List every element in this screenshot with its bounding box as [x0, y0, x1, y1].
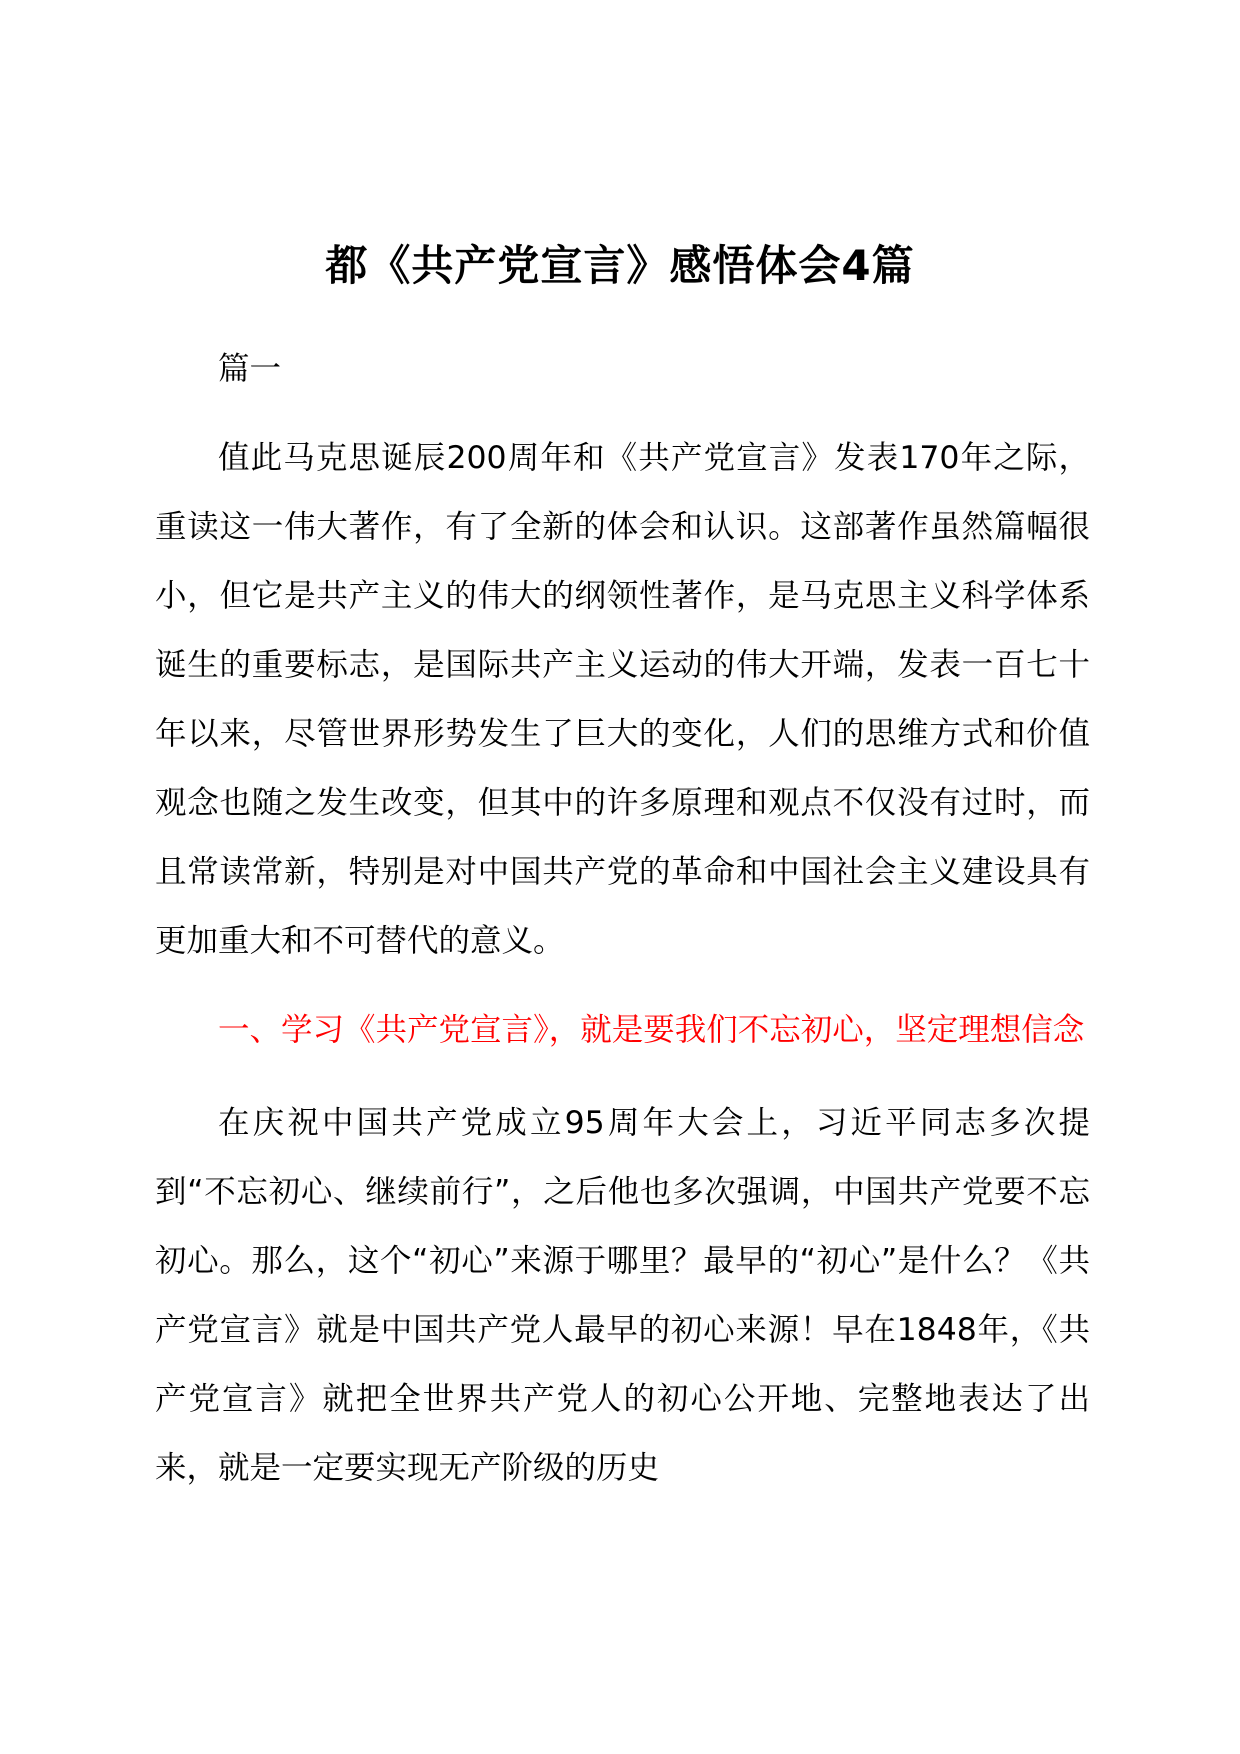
section-heading: 一、学习《共产党宣言》，就是要我们不忘初心，坚定理想信念 [218, 1012, 1085, 1048]
document-body [155, 335, 1090, 1523]
intro-paragraph: 值此马克思诞辰200周年和《共产党宣言》发表170年之际，重读这一伟大著作，有了全新的体会和认识。这部著作虽然篇幅很小，但它是共产主义的伟大的纲领性著作，是马克思主义科学体系诞生的重要标志，是国际共产主义运动的伟大开端，发表一百七十年以来，尽管世界形势发生了巨大的变化，人们的思维方式和价值观念也随之发生改变，但其中的许多原理和观点不仅没有过时，而且常读常新，特别是对中国共产党的革命和中国社会主义建设具有更加重大和不可替代的意义。 [155, 440, 1091, 959]
document-title: 都《共产党宣言》感悟体会4篇 [325, 241, 915, 290]
part-label: 篇一 [218, 351, 282, 387]
section-paragraph: 在庆祝中国共产党成立95周年大会上，习近平同志多次提到“不忘初心、继续前行”，之后他也多次强调，中国共产党要不忘初心。那么，这个“初心”来源于哪里？最早的“初心”是什么？《共产党宣言》就是中国共产党人最早的初心来源！早在1848年，《共产党宣言》就把全世界共产党人的初心公开地、完整地表达了出来，就是一定要实现无产阶级的历史 [155, 1105, 1090, 1486]
